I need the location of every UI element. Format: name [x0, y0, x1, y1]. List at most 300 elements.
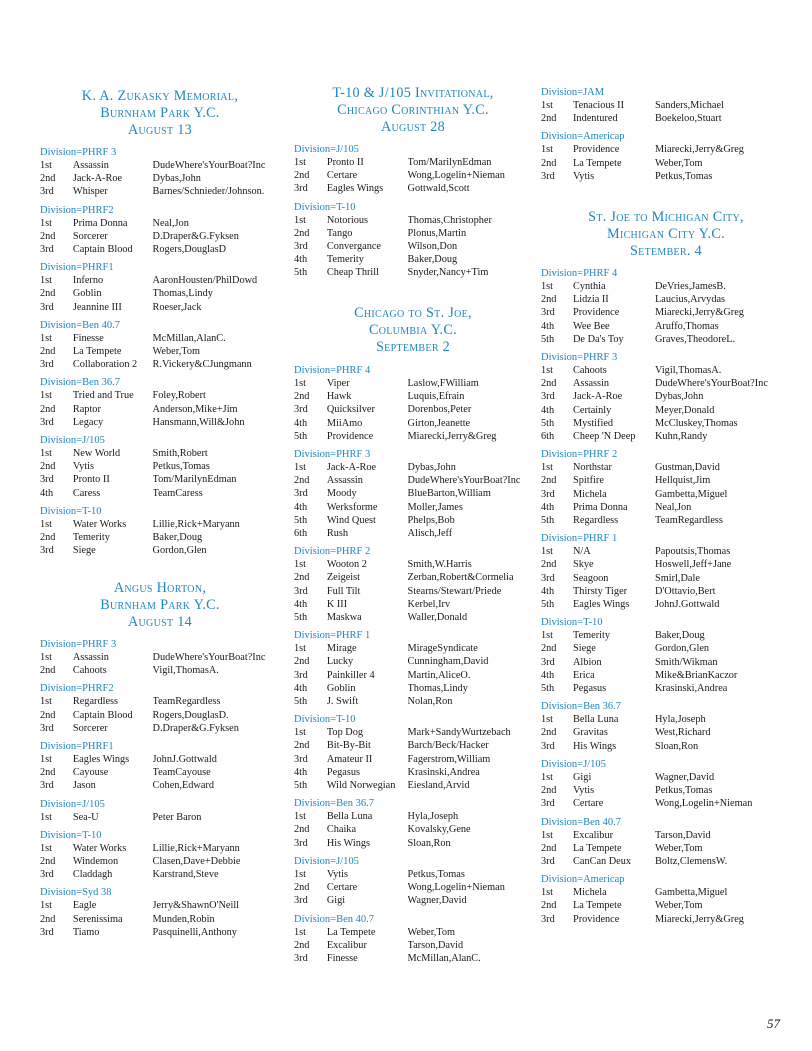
- place: 3rd: [541, 656, 555, 668]
- place: 2nd: [541, 643, 557, 655]
- divisions-list: [40, 146, 280, 557]
- skipper: Wong,Logelin+Nieman: [407, 170, 505, 182]
- boat-name: Cahoots: [573, 365, 607, 377]
- result-row: [541, 740, 791, 753]
- place: 1st: [40, 811, 53, 823]
- result-row: [294, 585, 532, 598]
- boat-name: Jack-A-Roe: [573, 391, 623, 403]
- division-heading: Division=JAM: [541, 87, 605, 98]
- result-row: [294, 474, 532, 487]
- skipper: Phelps,Bob: [407, 514, 455, 526]
- place: 6th: [294, 528, 308, 540]
- result-row: [294, 501, 532, 514]
- place: 1st: [294, 559, 307, 571]
- result-row: [40, 416, 280, 429]
- result-row: [541, 629, 791, 642]
- division-heading: Division=Ben 36.7: [541, 701, 622, 713]
- skipper: Foley,Robert: [152, 390, 206, 402]
- result-row: [541, 280, 791, 293]
- result-row: [40, 518, 280, 531]
- result-row: [541, 656, 791, 669]
- boat-name: Cahoots: [72, 665, 107, 677]
- division-block: [541, 351, 791, 443]
- divisions-list: [40, 638, 280, 939]
- result-row: [541, 143, 791, 156]
- place: 3rd: [294, 895, 308, 907]
- result-row: [294, 881, 532, 894]
- skipper: Lillie,Rick+Maryann: [152, 518, 240, 530]
- place: 3rd: [541, 170, 555, 182]
- division-heading: Division=PHRF 2: [294, 546, 371, 558]
- boat-name: Regardless: [72, 696, 119, 708]
- boat-name: Painkiller 4: [326, 669, 375, 681]
- skipper: Cunningham,David: [407, 656, 489, 668]
- boat-name: Tenacious II: [573, 100, 625, 111]
- result-row: [40, 766, 280, 779]
- skipper: Vigil,ThomasA.: [152, 665, 219, 677]
- place: 3rd: [40, 780, 54, 792]
- result-row: [541, 430, 791, 443]
- result-row: [541, 784, 791, 797]
- place: 5th: [294, 514, 308, 526]
- skipper: Dybas,John: [152, 173, 201, 185]
- place: 2nd: [40, 856, 56, 868]
- place: 2nd: [40, 913, 56, 925]
- place: 1st: [40, 652, 53, 663]
- division-block: [40, 886, 280, 939]
- place: 1st: [294, 811, 307, 823]
- event-title-line: August 13: [127, 122, 192, 138]
- place: 2nd: [294, 572, 310, 584]
- place: 2nd: [541, 294, 557, 306]
- event-block: [294, 305, 532, 965]
- result-row: [541, 99, 791, 112]
- event-block: [541, 209, 791, 926]
- place: 3rd: [541, 740, 555, 752]
- boat-name: Cheep 'N Deep: [573, 431, 636, 443]
- skipper: JohnJ.Gottwald: [152, 754, 217, 766]
- division-heading: Division=Ben 36.7: [294, 798, 375, 810]
- boat-name: Wee Bee: [573, 320, 610, 332]
- skipper: TeamRegardless: [655, 515, 723, 527]
- boat-name: Pegasus: [326, 766, 361, 778]
- place: 1st: [541, 462, 554, 474]
- result-row: [541, 377, 791, 390]
- place: 1st: [40, 217, 53, 229]
- division-block: [294, 629, 532, 708]
- result-row: [541, 713, 791, 726]
- boat-name: La Tempete: [573, 842, 622, 854]
- division-heading: Division=PHRF 3: [294, 449, 371, 461]
- event-title-line: August 14: [127, 614, 192, 630]
- place: 3rd: [541, 855, 555, 867]
- skipper: Kovalsky,Gene: [407, 824, 471, 836]
- place: 2nd: [294, 170, 310, 182]
- boat-name: Zeigeist: [326, 572, 361, 584]
- skipper: Neal,Jon: [655, 501, 692, 513]
- skipper: Martin,AliceO.: [407, 669, 471, 681]
- skipper: TeamCaress: [152, 487, 203, 499]
- result-row: [541, 545, 791, 558]
- place: 3rd: [40, 869, 54, 881]
- division-block: [40, 146, 280, 199]
- result-row: [40, 842, 280, 855]
- place: 1st: [40, 518, 53, 530]
- boat-name: Legacy: [72, 416, 104, 428]
- skipper: Gordon,Glen: [152, 545, 207, 557]
- result-row: [541, 293, 791, 306]
- division-heading: Division=Syd 38: [40, 887, 112, 899]
- place: 1st: [294, 214, 307, 226]
- place: 3rd: [294, 837, 308, 849]
- boat-name: Providence: [573, 144, 620, 156]
- place: 5th: [541, 515, 555, 527]
- boat-name: Water Works: [72, 842, 127, 854]
- skipper: Hyla,Joseph: [407, 811, 459, 823]
- place: 3rd: [40, 416, 54, 428]
- place: 3rd: [294, 183, 308, 195]
- place: 2nd: [40, 709, 56, 721]
- place: 4th: [541, 404, 555, 416]
- division-heading: Division=PHRF2: [40, 683, 114, 695]
- place: 4th: [294, 254, 308, 266]
- result-row: [294, 227, 532, 240]
- result-row: [541, 669, 791, 682]
- boat-name: Northstar: [573, 462, 612, 474]
- place: 2nd: [294, 939, 310, 951]
- boat-name: Vytis: [72, 461, 95, 473]
- skipper: Hellquist,Jim: [655, 475, 711, 487]
- result-row: [40, 544, 280, 557]
- result-row: [541, 157, 791, 170]
- skipper: MirageSyndicate: [407, 643, 478, 655]
- boat-name: Raptor: [72, 403, 101, 415]
- skipper: Thomas,Lindy: [407, 682, 468, 694]
- boat-name: Regardless: [573, 515, 619, 527]
- place: 2nd: [294, 391, 310, 403]
- skipper: Weber,Tom: [655, 157, 703, 169]
- division-block: [294, 913, 532, 966]
- boat-name: Excalibur: [326, 939, 367, 951]
- skipper: McMillan,AlanC.: [152, 332, 226, 344]
- boat-name: Windemon: [72, 856, 119, 868]
- boat-name: Lucky: [326, 656, 354, 668]
- result-row: [294, 810, 532, 823]
- skipper: Sloan,Ron: [655, 740, 699, 752]
- skipper: Gambetta,Miguel: [655, 887, 728, 899]
- skipper: D'Ottavio,Bert: [655, 585, 716, 597]
- skipper: Baker,Doug: [152, 532, 203, 544]
- boat-name: Certainly: [573, 404, 612, 416]
- division-block: [541, 700, 791, 753]
- division-heading: Division=Ben 36.7: [40, 377, 121, 389]
- result-row: [40, 695, 280, 708]
- boat-name: Collaboration 2: [72, 359, 138, 371]
- place: 4th: [541, 320, 555, 332]
- boat-name: Spitfire: [573, 475, 604, 487]
- place: 4th: [40, 487, 54, 499]
- skipper: Weber,Tom: [655, 842, 703, 854]
- place: 3rd: [541, 572, 555, 584]
- place: 2nd: [40, 346, 56, 358]
- place: 2nd: [40, 288, 56, 300]
- place: 1st: [541, 144, 554, 156]
- result-row: [541, 771, 791, 784]
- event-title-line: K. A. Zukasky Memorial,: [81, 88, 239, 104]
- skipper: Laslow,FWilliam: [407, 378, 479, 389]
- division-heading: Division=PHRF 3: [40, 639, 117, 650]
- event-title-line: T-10 & J/105 Invitational,: [332, 85, 494, 101]
- boat-name: Water Works: [72, 518, 127, 530]
- result-row: [541, 333, 791, 346]
- division-heading: Division=PHRF 3: [541, 352, 618, 364]
- boat-name: Goblin: [326, 682, 356, 694]
- place: 3rd: [40, 474, 54, 486]
- division-heading: Division=T-10: [294, 714, 356, 726]
- skipper: DeVries,JamesB.: [655, 281, 726, 292]
- division-heading: Division=J/105: [40, 798, 105, 810]
- boat-name: Wooton 2: [326, 559, 367, 571]
- skipper: Weber,Tom: [407, 926, 456, 938]
- skipper: Miarecki,Jerry&Greg: [407, 430, 497, 442]
- skipper: Petkus,Tomas: [655, 170, 713, 182]
- boat-name: Certare: [326, 170, 358, 182]
- place: 5th: [294, 430, 308, 442]
- boat-name: Werksforme: [326, 501, 378, 513]
- place: 3rd: [40, 545, 54, 557]
- skipper: DudeWhere'sYourBoat?Inc: [655, 378, 768, 390]
- boat-name: Tried and True: [72, 390, 134, 402]
- place: 1st: [541, 714, 554, 726]
- boat-name: J. Swift: [326, 696, 359, 708]
- division-heading: Division=Americap: [541, 874, 625, 886]
- result-row: [40, 899, 280, 912]
- result-row: [541, 558, 791, 571]
- boat-name: Claddagh: [72, 869, 113, 881]
- skipper: DudeWhere'sYourBoat?Inc: [152, 652, 266, 663]
- skipper: Krasinski,Andrea: [655, 683, 728, 695]
- boat-name: Top Dog: [326, 727, 364, 739]
- skipper: Tarson,David: [655, 829, 711, 841]
- result-row: [40, 389, 280, 402]
- place: 3rd: [40, 244, 54, 256]
- result-row: [541, 364, 791, 377]
- boat-name: Vytis: [573, 170, 595, 182]
- result-row: [40, 473, 280, 486]
- boat-name: Temerity: [326, 254, 364, 266]
- division-block: [40, 829, 280, 882]
- boat-name: Convergance: [326, 241, 381, 253]
- skipper: Hyla,Joseph: [655, 714, 706, 726]
- place: 2nd: [40, 767, 56, 779]
- boat-name: Skye: [573, 559, 594, 571]
- place: 3rd: [40, 359, 54, 371]
- boat-name: Quicksilver: [326, 404, 375, 416]
- result-row: [541, 488, 791, 501]
- skipper: Zerban,Robert&Cormelia: [407, 572, 514, 584]
- skipper: Thomas,Christopher: [407, 214, 492, 226]
- result-row: [294, 823, 532, 836]
- boat-name: K III: [326, 598, 348, 610]
- result-row: [294, 377, 532, 390]
- skipper: Petkus,Tomas: [407, 868, 465, 880]
- skipper: Weber,Tom: [655, 900, 703, 912]
- event-title-line: Michigan City Y.C.: [607, 226, 725, 242]
- result-row: [40, 811, 280, 824]
- skipper: Peter Baron: [152, 811, 202, 823]
- event-title-line: September 2: [375, 339, 451, 355]
- place: 5th: [541, 417, 555, 429]
- skipper: McMillan,AlanC.: [407, 952, 481, 964]
- division-block: [294, 713, 532, 792]
- division-block: [294, 545, 532, 624]
- skipper: D.Draper&G.Fyksen: [152, 230, 239, 242]
- result-row: [294, 868, 532, 881]
- skipper: Aruffo,Thomas: [655, 320, 719, 332]
- boat-name: Vytis: [326, 868, 349, 880]
- skipper: Boltz,ClemensW.: [655, 855, 728, 867]
- place: 3rd: [294, 753, 308, 765]
- result-row: [40, 460, 280, 473]
- place: 5th: [541, 683, 555, 695]
- result-row: [40, 172, 280, 185]
- boat-name: Viper: [326, 378, 350, 389]
- division-block: [40, 261, 280, 314]
- place: 3rd: [541, 488, 555, 500]
- result-row: [40, 403, 280, 416]
- division-block: [40, 505, 280, 558]
- result-row: [294, 514, 532, 527]
- result-row: [40, 217, 280, 230]
- boat-name: Michela: [573, 887, 607, 899]
- skipper: Meyer,Donald: [655, 404, 715, 416]
- place: 2nd: [541, 900, 557, 912]
- division-block: [294, 201, 532, 280]
- event-block: [40, 88, 280, 557]
- result-row: [40, 447, 280, 460]
- skipper: Fagerstrom,William: [407, 753, 491, 765]
- skipper: TeamCayouse: [152, 767, 211, 779]
- division-heading: Division=Ben 40.7: [40, 319, 121, 331]
- boat-name: Wind Quest: [326, 514, 376, 526]
- place: 4th: [294, 682, 308, 694]
- place: 5th: [541, 599, 555, 611]
- boat-name: Mystified: [573, 417, 614, 429]
- result-row: [40, 230, 280, 243]
- skipper: BlueBarton,William: [407, 488, 491, 500]
- skipper: Roeser,Jack: [152, 301, 202, 313]
- skipper: Tarson,David: [407, 939, 464, 951]
- result-row: [40, 722, 280, 735]
- result-row: [294, 695, 532, 708]
- result-row: [294, 558, 532, 571]
- result-row: [541, 390, 791, 403]
- skipper: TeamRegardless: [152, 696, 221, 708]
- place: 1st: [541, 771, 554, 783]
- skipper: Wong,Logelin+Nieman: [407, 882, 505, 894]
- result-row: [541, 913, 791, 926]
- result-row: [541, 842, 791, 855]
- division-heading: Division=PHRF 4: [541, 268, 618, 279]
- event-block-continued: [541, 86, 791, 183]
- division-heading: Division=PHRF2: [40, 204, 114, 216]
- result-row: [40, 779, 280, 792]
- division-heading: Division=Americap: [541, 131, 625, 143]
- place: 1st: [541, 829, 554, 841]
- boat-name: Eagles Wings: [326, 183, 384, 195]
- result-row: [541, 855, 791, 868]
- place: 4th: [541, 585, 555, 597]
- boat-name: Bella Luna: [326, 811, 373, 823]
- result-row: [541, 726, 791, 739]
- boat-name: Goblin: [72, 288, 102, 300]
- boat-name: Chaika: [326, 824, 357, 836]
- result-row: [294, 753, 532, 766]
- skipper: Jerry&ShawnO'Neill: [152, 900, 240, 912]
- result-row: [294, 430, 532, 443]
- boat-name: Tiamo: [72, 926, 100, 938]
- result-row: [294, 240, 532, 253]
- place: 4th: [294, 766, 308, 778]
- place: 5th: [294, 612, 308, 624]
- boat-name: Sorcerer: [72, 230, 108, 242]
- boat-name: La Tempete: [326, 926, 376, 938]
- divisions-list: [294, 364, 532, 965]
- result-row: [541, 461, 791, 474]
- skipper: Miarecki,Jerry&Greg: [655, 307, 744, 319]
- boat-name: Gigi: [573, 771, 592, 783]
- place: 3rd: [40, 301, 54, 313]
- result-row: [294, 266, 532, 279]
- result-row: [294, 894, 532, 907]
- result-row: [541, 501, 791, 514]
- result-row: [541, 886, 791, 899]
- division-block: [40, 434, 280, 500]
- event-title-line: Burnham Park Y.C.: [100, 105, 220, 121]
- place: 2nd: [294, 740, 310, 752]
- result-row: [294, 952, 532, 965]
- boat-name: Siege: [573, 643, 596, 655]
- place: 2nd: [294, 882, 310, 894]
- skipper: Krasinski,Andrea: [407, 766, 480, 778]
- place: 3rd: [541, 307, 555, 319]
- skipper: Weber,Tom: [152, 346, 201, 358]
- boat-name: Assassin: [326, 475, 363, 487]
- place: 1st: [294, 727, 307, 739]
- place: 3rd: [40, 722, 54, 734]
- skipper: Karstrand,Steve: [152, 869, 219, 881]
- place: 3rd: [541, 391, 555, 403]
- result-row: [541, 170, 791, 183]
- result-row: [40, 487, 280, 500]
- boat-name: Providence: [573, 307, 620, 319]
- place: 1st: [40, 448, 53, 460]
- division-block: [294, 143, 532, 196]
- result-row: [294, 417, 532, 430]
- boat-name: Thirsty Tiger: [573, 585, 628, 597]
- division-block: [40, 319, 280, 372]
- boat-name: Inferno: [72, 275, 104, 287]
- division-block: [40, 682, 280, 735]
- result-row: [541, 306, 791, 319]
- division-heading: Division=T-10: [40, 829, 102, 841]
- boat-name: Notorious: [326, 214, 369, 226]
- division-block: [541, 130, 791, 183]
- result-row: [541, 598, 791, 611]
- skipper: Munden,Robin: [152, 913, 215, 925]
- boat-name: Erica: [573, 669, 595, 681]
- skipper: Wagner,David: [407, 895, 467, 907]
